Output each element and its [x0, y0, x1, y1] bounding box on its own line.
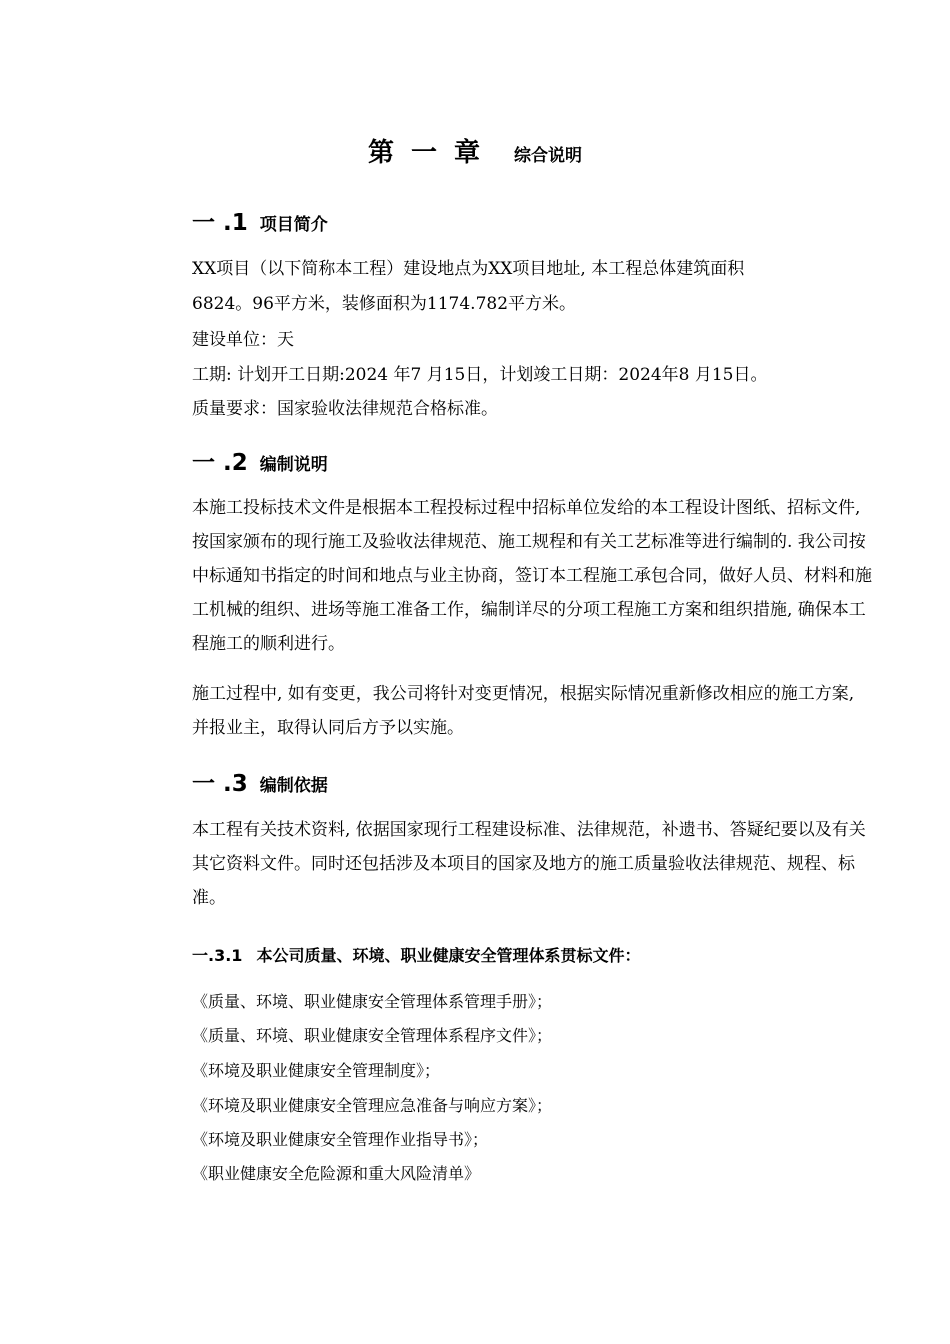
compile-notes-paragraph: 本施工投标技术文件是根据本工程投标过程中招标单位发给的本工程设计图纸、招标文件, 按国家颁布的现行施工及验收法律规范、施工规程和有关工艺标准等进行编制的. 我公司按中标通知书指定的时间和地点与业主协商，签订本工程施工承包合同，做好人员、材料和施工机械的组织、进场等施工准备工作，编制详尽的分项工程施工方案和组织措施, 确保本工程施工的顺利进行。 [192, 498, 872, 654]
schedule-line: 工期: 计划开工日期:2024 年7 月15日，计划竣工日期：2024年8 月15日。 [192, 365, 768, 385]
section-number: 一 .2 [192, 450, 248, 476]
section-heading-3 [192, 765, 328, 798]
subsection-number: 一.3.1 [192, 946, 243, 965]
section-number: 一 .3 [192, 771, 248, 797]
project-intro-line: 6824。96平方米，装修面积为1174.782平方米。 [192, 294, 577, 314]
document-item: 《环境及职业健康安全管理制度》； [192, 1061, 441, 1080]
compile-basis-paragraph: 本工程有关技术资料, 依据国家现行工程建设标准、法律规范，补遗书、答疑纪要以及有关其它资料文件。同时还包括涉及本项目的国家及地方的施工质量验收法律规范、规程、标准。 [192, 820, 866, 908]
document-item: 《环境及职业健康安全管理作业指导书》； [192, 1130, 489, 1149]
subsection-title: 本公司质量、环境、职业健康安全管理体系贯标文件： [256, 946, 641, 965]
subsection-heading [192, 943, 640, 966]
document-item: 《环境及职业健康安全管理应急准备与响应方案》； [192, 1096, 553, 1115]
document-item: 《职业健康安全危险源和重大风险清单》 [192, 1164, 481, 1183]
quality-requirement: 质量要求：国家验收法律规范合格标准。 [192, 399, 498, 419]
chapter-number: 第 一 章 [367, 138, 485, 168]
document-item: 《质量、环境、职业健康安全管理体系管理手册》； [192, 992, 553, 1011]
chapter-title [0, 132, 950, 169]
project-intro-line: XX项目（以下简称本工程）建设地点为XX项目地址, 本工程总体建筑面积 [192, 259, 745, 279]
document-item: 《质量、环境、职业健康安全管理体系程序文件》； [192, 1026, 553, 1045]
section-title: 编制依据 [259, 776, 328, 796]
compile-notes-paragraph: 施工过程中, 如有变更，我公司将针对变更情况，根据实际情况重新修改相应的施工方案, 并报业主，取得认同后方予以实施。 [192, 684, 855, 738]
chapter-subtitle: 综合说明 [514, 146, 583, 166]
construction-unit: 建设单位：天 [192, 330, 294, 350]
section-title: 编制说明 [259, 455, 328, 475]
section-title: 项目简介 [259, 215, 328, 235]
section-heading-1 [192, 204, 328, 237]
section-number: 一 .1 [192, 210, 248, 236]
section-heading-2 [192, 444, 328, 477]
